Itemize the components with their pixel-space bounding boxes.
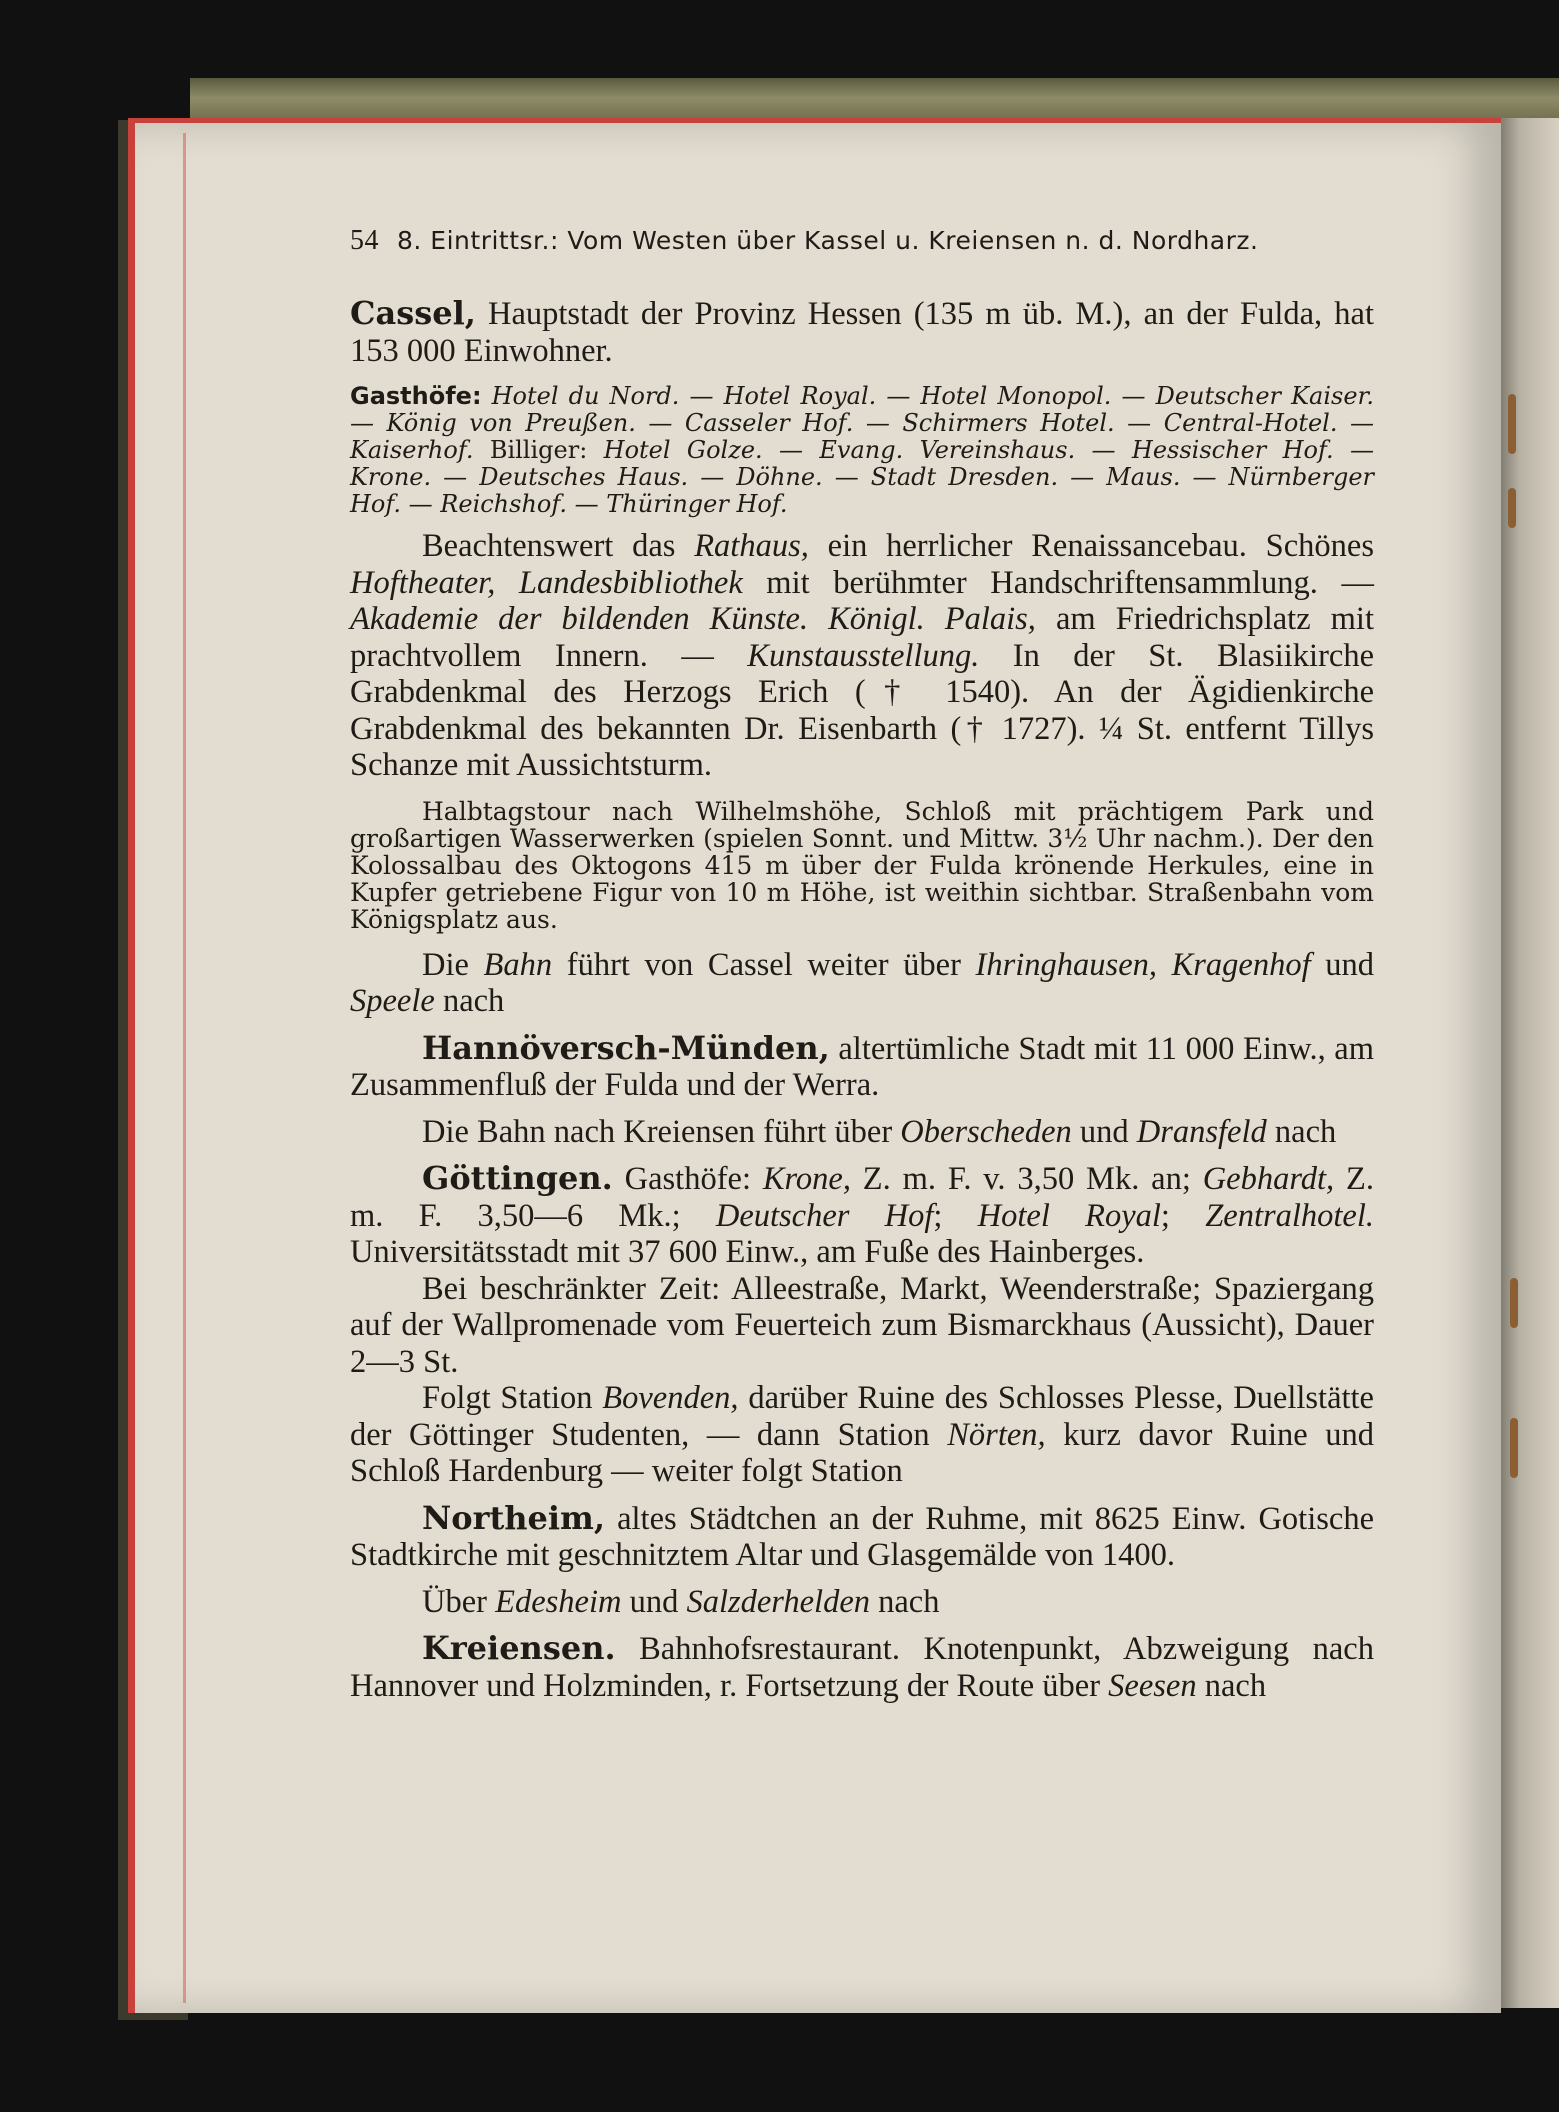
page-margin-line: [183, 133, 186, 2003]
foxing-stain: [1508, 394, 1516, 454]
short-visit-paragraph: Bei beschränkter Zeit: Alleestraße, Markt, Weenderstraße; Spaziergang auf der Wallpromenade vom Feuerteich zum Bismarckhaus (Aussicht), Dauer 2—3 St.: [350, 1270, 1374, 1380]
place-name: Hannöversch-Münden,: [422, 1028, 830, 1067]
entry-goettingen: Göttingen. Gasthöfe: Krone, Z. m. F. v. 3,50 Mk. an; Gebhardt, Z. m. F. 3,50—6 Mk.; Deutscher Hof; Hotel Royal; Zentralhotel. Universitätsstadt mit 37 600 Einw., am Fuße des Hainberges.: [350, 1159, 1375, 1270]
entry-northeim: Northeim, altes Städtchen an der Ruhme, mit 8625 Einw. Gotische Stadtkirche mit geschnitztem Altar und Glasgemälde von 1400.: [350, 1498, 1374, 1573]
foxing-stain: [1508, 488, 1516, 528]
station-paragraph: Folgt Station Bovenden, darüber Ruine des Schlosses Plesse, Duellstätte der Göttinger Studenten, — dann Station Nörten, kurz davor Ruine und Schloß Hardenburg — weiter folgt Station: [350, 1380, 1374, 1489]
place-name: Kreiensen.: [422, 1629, 616, 1667]
foxing-stain: [1510, 1418, 1518, 1478]
halbtagstour-note: Halbtagstour nach Wilhelmshöhe, Schloß mit prächtigem Park und großartigen Wasserwerken (spielen Sonnt. und Mittw. 3½ Uhr nachm.). Der den Kolossalbau des Oktogons 415 m über der Fulda krönende Herkules, eine in Kupfer getriebene Figur von 10 m Höhe, ist weithin sichtbar. Straßenbahn vom Königsplatz aus.: [350, 796, 1374, 934]
place-name: Göttingen.: [422, 1159, 613, 1197]
route-paragraph: Die Bahn nach Kreiensen führt über Oberscheden und Dransfeld nach: [422, 1113, 1337, 1150]
place-name: Cassel,: [350, 294, 476, 332]
foxing-stain: [1510, 1278, 1518, 1328]
facing-page-edge: [1494, 118, 1559, 2008]
hotel-list-cassel: Gasthöfe: Hotel du Nord. — Hotel Royal. — Hotel Monopol. — Deutscher Kaiser. — König von Preußen. — Casseler Hof. — Schirmers Hotel. — Central-Hotel. — Kaiserhof. Billiger: Hotel Golze. — Evang. Vereinshaus. — Hessischer Hof. — Krone. — Deutsches Haus. — Döhne. — Stadt Dresden. — Maus. — Nürnberger Hof. — Reichshof. — Thüringer Hof.: [350, 382, 1374, 518]
gasthoefe-label: Gasthöfe:: [350, 382, 482, 410]
entry-muenden: Hannöversch-Münden, altertümliche Stadt mit 11 000 Einw., am Zusammenfluß der Fulda und der Werra.: [350, 1028, 1374, 1103]
route-paragraph: Die Bahn führt von Cassel weiter über Ihringhausen, Kragenhof und Speele nach: [350, 946, 1374, 1019]
page-content: [350, 225, 1374, 1704]
route-paragraph: Über Edesheim und Salzderhelden nach: [422, 1583, 940, 1620]
entry-kreiensen: Kreiensen. Bahnhofsrestaurant. Knotenpunkt, Abzweigung nach Hannover und Holzminden, r. Fortsetzung der Route über Seesen nach: [350, 1629, 1374, 1704]
sights-paragraph: Beachtenswert das Rathaus, ein herrlicher Renaissancebau. Schönes Hoftheater, Landesbibliothek mit berühmter Handschriftensammlung. — Akademie der bildenden Künste. Königl. Palais, am Friedrichsplatz mit prachtvollem Innern. — Kunstausstellung. In der St. Blasiikirche Grabdenkmal des Herzogs Erich († 1540). An der Ägidienkirche Grabdenkmal des bekannten Dr. Eisenbarth († 1727). ¼ St. entfernt Tillys Schanze mit Aussichtsturm.: [350, 528, 1374, 783]
place-name: Northeim,: [422, 1498, 606, 1537]
running-title: 8. Eintrittsr.: Vom Westen über Kassel u. Kreiensen n. d. Nordharz.: [397, 226, 1259, 255]
entry-cassel: Cassel, Hauptstadt der Provinz Hessen (135 m üb. M.), an der Fulda, hat 153 000 Einwohner.: [350, 294, 1374, 369]
page-number: 54: [350, 225, 379, 256]
running-head: [350, 225, 1374, 257]
